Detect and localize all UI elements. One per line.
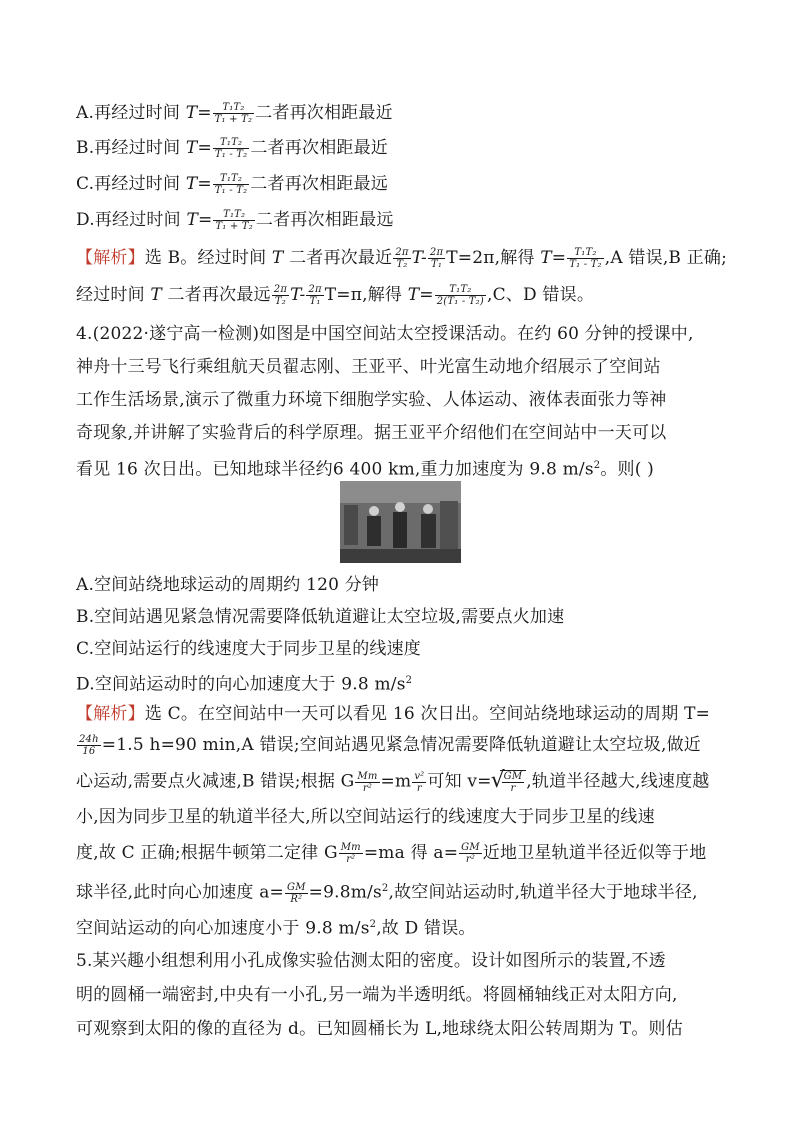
option-d: D.再经过时间 T= $\frac{\text{T₁T₂}}{\text{T₁ + T₂}}$ 二者再次相距最远 [76, 209, 394, 232]
q4-option-d: D.空间站运动时的向心加速度大于 9.8 $m/s^2$ [76, 674, 413, 695]
question-4-line-4: 奇现象,并讲解了实验背后的科学原理。据王亚平介绍他们在空间站中一天可以 [76, 423, 667, 443]
q4-option-b: B.空间站遇见紧急情况需要降低轨道避让太空垃圾,需要点火加速 [76, 607, 565, 627]
analysis-3-line-1: 【解析】选 B。经过时间 T 二者再次最近 $\frac{2\pi}{\text{T₂}}$ T- $\frac{2\pi}{\text{T₁}}$ T=2π,解得 T= $\frac{\text{T₁T₂}}{\text{T₁ - T₂}}$ ,A 错误,B 正确; [76, 247, 728, 270]
analysis-3-line-2: 经过时间 T 二者再次最远 $\frac{2\pi}{\text{T₂}}$ T- $\frac{2\pi}{\text{T₁}}$ T=π,解得 T= $\frac{\text{T₁T₂}}{\text{2(T₁ - T₂)}}$ ,C、D 错误。 [76, 284, 595, 307]
question-5-line-2: 明的圆桶一端密封,中央有一小孔,另一端为半透明纸。将圆桶轴线正对太阳方向, [76, 985, 678, 1005]
option-a: A.再经过时间 T= $\frac{\text{T₁T₂}}{\text{T₁ + T₂}}$ 二者再次相距最近 [76, 102, 393, 125]
analysis-4-line-5: 度,故 C 正确;根据牛顿第二定律 G $\frac{Mm}{\text{r²}}$ =ma 得 a= $\frac{GM}{\text{r²}}$ 近地卫星轨道半径近似等于地 [76, 842, 707, 865]
analysis-4-line-3: 心运动,需要点火减速,B 错误;根据 G $\frac{Mm}{\text{r²}}$ =m $\frac{\text{v²}}{r}$ 可知 v= √ $\frac{GM}{r}$ ,轨道半径越大,线速度越 [76, 770, 726, 794]
fraction: $\frac{\text{T₁T₂}}{\text{T₁ + T₂}}$ [215, 209, 253, 232]
analysis-4-line-7: 空间站运动的向心加速度小于 9.8 $m/s^2$,故 D 错误。 [76, 918, 476, 939]
analysis-4-line-4: 小,因为同步卫星的轨道半径大,所以空间站运行的线速度大于同步卫星的线速 [76, 807, 655, 827]
question-4-line-3: 工作生活场景,演示了微重力环境下细胞学实验、人体运动、液体表面张力等神 [76, 390, 667, 410]
space-station-photo [340, 481, 461, 563]
option-c: C.再经过时间 T= $\frac{\text{T₁T₂}}{\text{T₁ - T₂}}$ 二者再次相距最远 [76, 173, 388, 196]
q4-option-c: C.空间站运行的线速度大于同步卫星的线速度 [76, 639, 422, 659]
analysis-tag: 【解析】 [76, 248, 145, 268]
analysis-4-line-6: 球半径,此时向心加速度 a= $\frac{GM}{\text{R²}}$ $=9.8m/s^2$,故空间站运动时,轨道半径大于地球半径, [76, 881, 698, 905]
question-4-line-2: 神舟十三号飞行乘组航天员翟志刚、王亚平、叶光富生动地介绍展示了空间站 [76, 357, 661, 377]
fraction: $\frac{\text{T₁T₂}}{\text{T₁ - T₂}}$ [214, 137, 248, 160]
question-5-line-3: 可观察到太阳的像的直径为 d。已知圆桶长为 L,地球绕太阳公转周期为 T。则估 [76, 1019, 683, 1039]
fraction: $\frac{\text{T₁T₂}}{\text{T₁ + T₂}}$ [214, 102, 253, 125]
analysis-4-line-2: $\frac{24h}{16}$ =1.5 h=90 min,A 错误;空间站遇见紧急情况需要降低轨道避让太空垃圾,做近 [79, 734, 701, 757]
analysis-4-line-1: 【解析】选 C。在空间站中一天可以看见 16 次日出。空间站绕地球运动的周期 T= [76, 704, 711, 724]
fraction: $\frac{\text{T₁T₂}}{\text{T₁ - T₂}}$ [214, 173, 248, 196]
question-4-line-5: 看见 16 次日出。已知地球半径约6 400 km,重力加速度为 9.8 $m/s^2$。则( ) [76, 459, 654, 480]
analysis-tag: 【解析】 [76, 704, 145, 724]
question-4-line-1: 4.(2022·遂宁高一检测)如图是中国空间站太空授课活动。在约 60 分钟的授课中, [76, 324, 694, 344]
q4-option-a: A.空间站绕地球运动的周期约 120 分钟 [76, 575, 380, 595]
question-5-line-1: 5.某兴趣小组想利用小孔成像实验估测太阳的密度。设计如图所示的装置,不透 [76, 951, 666, 971]
option-b: B.再经过时间 T= $\frac{\text{T₁T₂}}{\text{T₁ - T₂}}$ 二者再次相距最近 [76, 137, 388, 160]
